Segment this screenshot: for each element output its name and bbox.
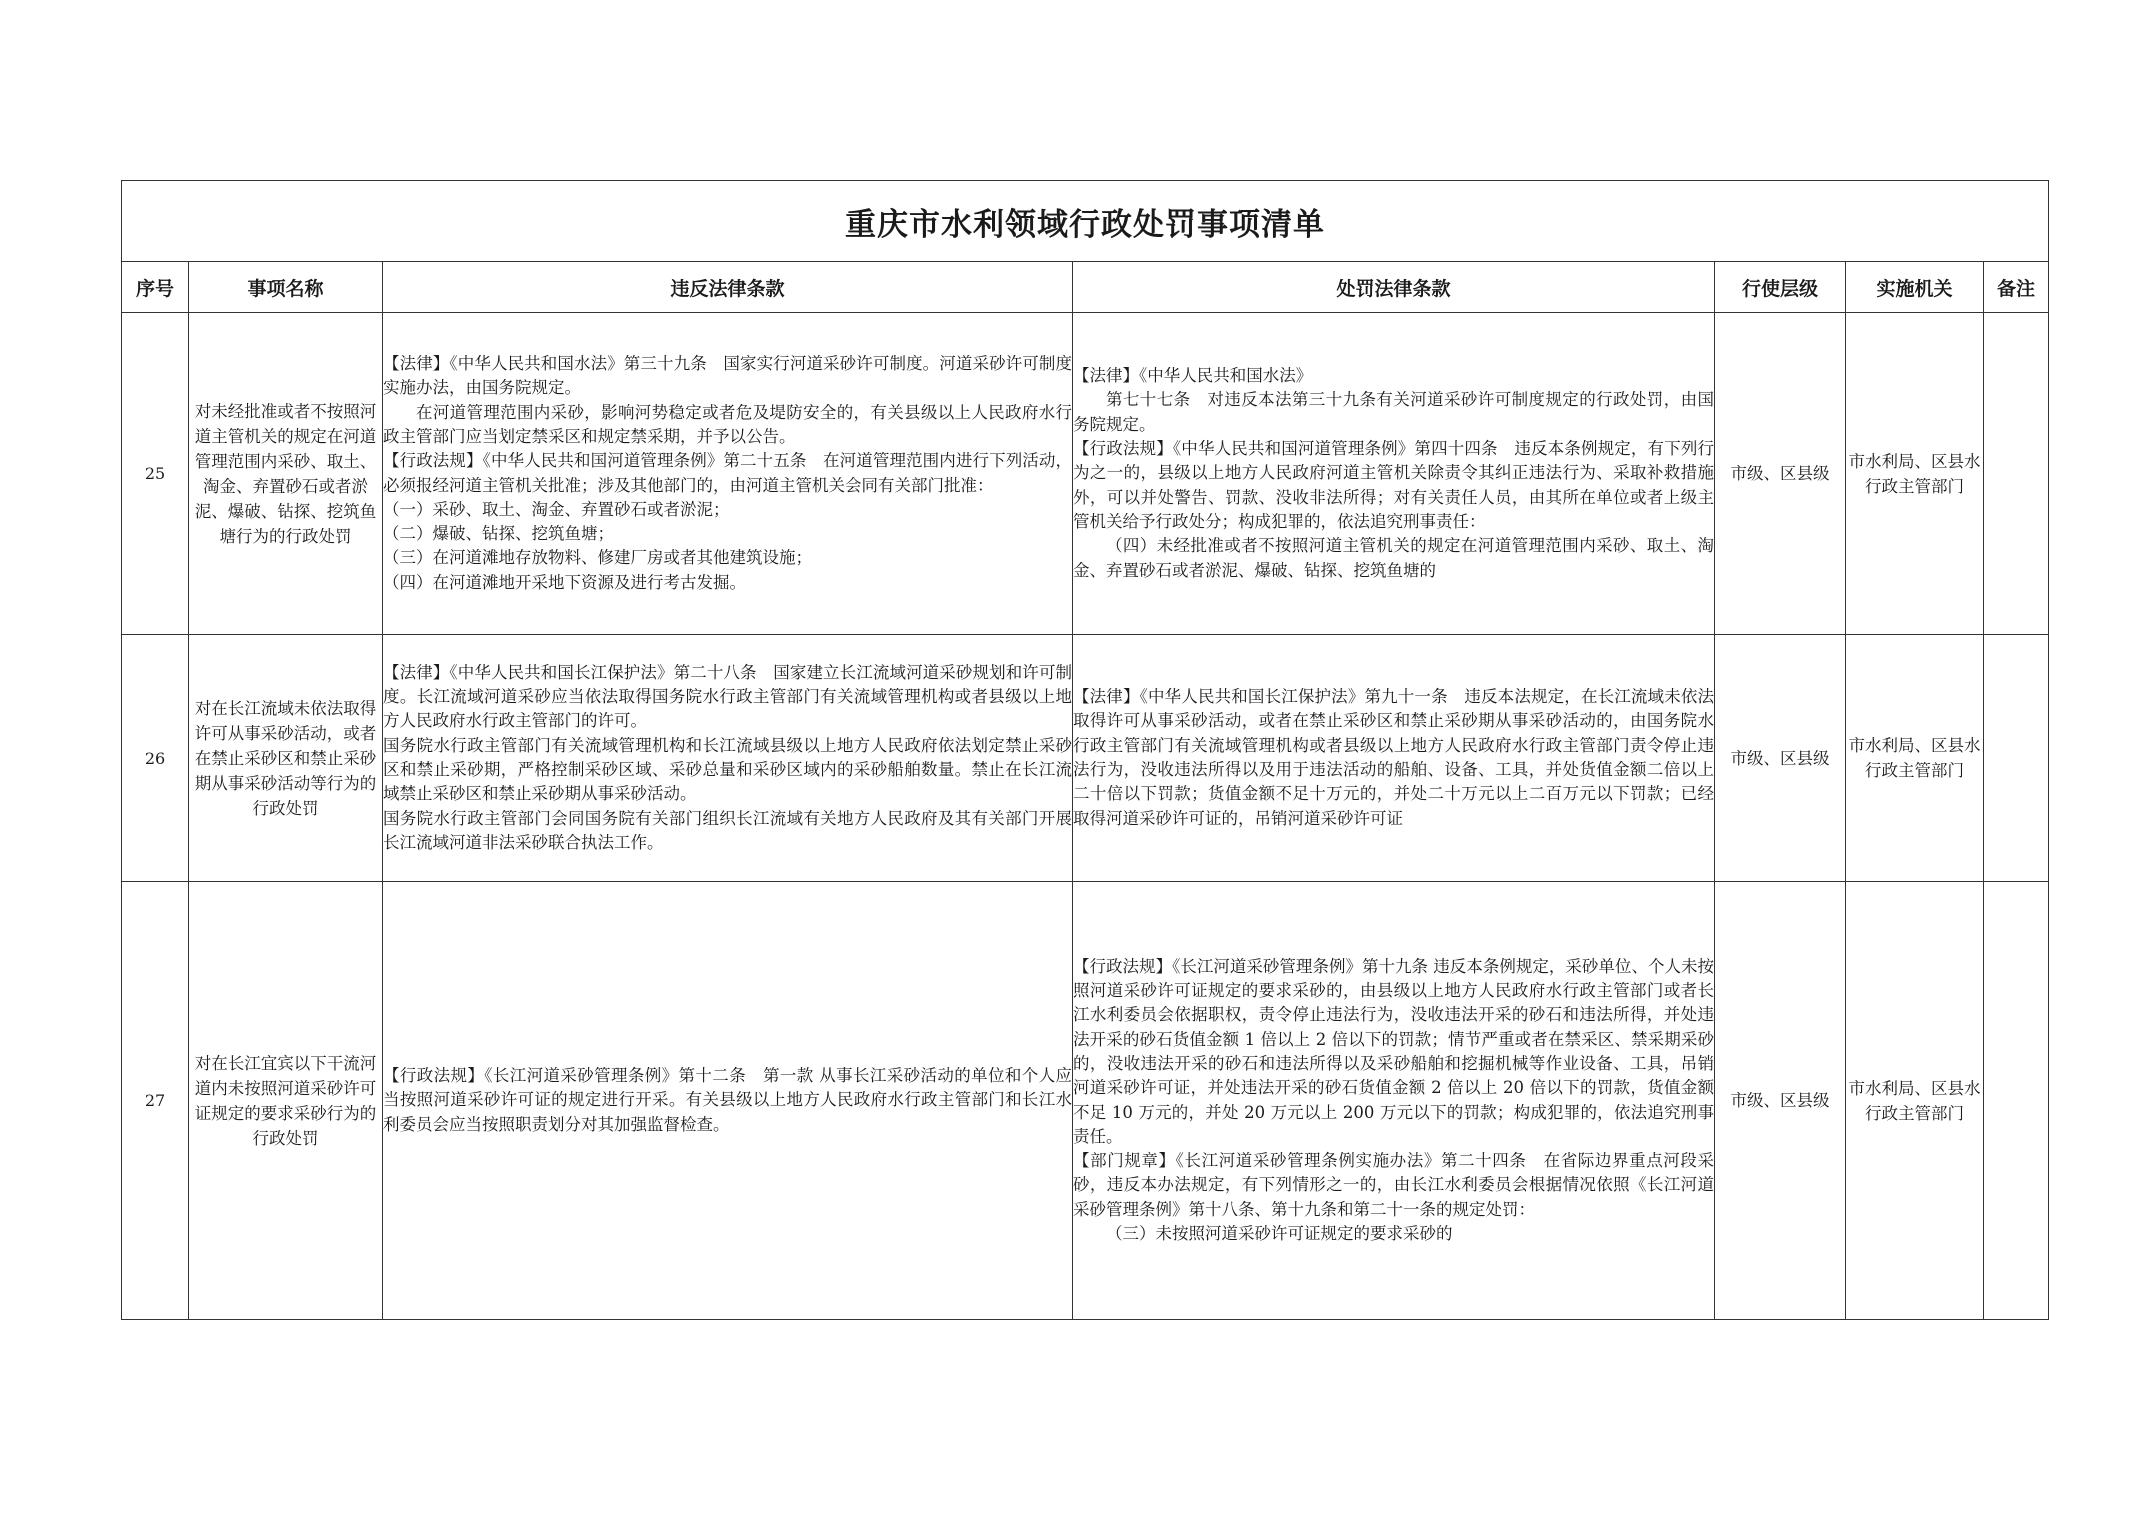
clause-paragraph: 【行政法规】《中华人民共和国河道管理条例》第二十五条 在河道管理范围内进行下列活动，必须报经河道主管机关批准；涉及其他部门的，由河道主管机关会同有关部门批准：: [383, 451, 1072, 495]
header-row: [122, 262, 2049, 313]
header-level: 行使层级: [1715, 262, 1846, 313]
row-remark: [1984, 635, 2049, 882]
row-seq: 25: [122, 313, 189, 635]
row-violation-clauses: [383, 313, 1073, 635]
row-seq: 26: [122, 635, 189, 882]
clause-paragraph: 【行政法规】《中华人民共和国河道管理条例》第四十四条 违反本条例规定，有下列行为之一的，县级以上地方人民政府河道主管机关除责令其纠正违法行为、采取补救措施外，可以并处警告、罚款、没收非法所得；对有关责任人员，由其所在单位或者上级主管机关给予行政处分；构成犯罪的，依法追究刑事责任：: [1073, 439, 1714, 531]
row-penalty-clauses: [1073, 313, 1715, 635]
clause-paragraph: 【行政法规】《长江河道采砂管理条例》第十二条 第一款 从事长江采砂活动的单位和个人应当按照河道采砂许可证的规定进行开采。有关县级以上地方人民政府水行政主管部门和长江水利委员会应当按照职责划分对其加强监督检查。: [383, 1066, 1072, 1134]
table-row: [122, 635, 2049, 882]
row-agency: 市水利局、区县水行政主管部门: [1846, 313, 1984, 635]
clause-paragraph: 国务院水行政主管部门会同国务院有关部门组织长江流域有关地方人民政府及其有关部门开展长江流域河道非法采砂联合执法工作。: [383, 808, 1072, 852]
table-row: [122, 313, 2049, 635]
clause-paragraph: 【行政法规】《长江河道采砂管理条例》第十九条 违反本条例规定，采砂单位、个人未按照河道采砂许可证规定的要求采砂的，由县级以上地方人民政府水行政主管部门或者长江水利委员会依据职权，责令停止违法行为，没收违法开采的砂石和违法所得，并处违法开采的砂石货值金额 1 倍以上 2 倍以下的罚款；情节严重或者在禁采区、禁采期采砂的，没收违法开采的砂石和违法所得以及采砂船舶和挖掘机械等作业设备、工具，吊销河道采砂许可证，并处违法开采的砂石货值金额 2 倍以上 20 倍以下的罚款，货值金额不足 10 万元的，并处 20 万元以上 200 万元以下的罚款；构成犯罪的，依法追究刑事责任。: [1073, 956, 1714, 1146]
clause-paragraph: （三）未按照河道采砂许可证规定的要求采砂的: [1106, 1223, 1453, 1243]
row-violation-clauses: [383, 882, 1073, 1320]
header-agency: 实施机关: [1846, 262, 1984, 313]
row-penalty-clauses: [1073, 635, 1715, 882]
row-level: 市级、区县级: [1715, 635, 1846, 882]
clause-paragraph: 国务院水行政主管部门有关流域管理机构和长江流域县级以上地方人民政府依法划定禁止采砂区和禁止采砂期，严格控制采砂区域、采砂总量和采砂区域内的采砂船舶数量。禁止在长江流域禁止采砂区和禁止采砂期从事采砂活动。: [383, 735, 1072, 804]
clause-paragraph: 【法律】《中华人民共和国水法》第三十九条 国家实行河道采砂许可制度。河道采砂许可制度实施办法，由国务院规定。: [383, 354, 1072, 398]
row-level: 市级、区县级: [1715, 313, 1846, 635]
row-item-name: 对未经批准或者不按照河道主管机关的规定在河道管理范围内采砂、取土、淘金、弃置砂石或者淤泥、爆破、钻探、挖筑鱼塘行为的行政处罚: [189, 313, 383, 635]
clause-paragraph: 在河道管理范围内采砂，影响河势稳定或者危及堤防安全的，有关县级以上人民政府水行政主管部门应当划定禁采区和规定禁采期，并予以公告。: [383, 402, 1072, 446]
page-title: 重庆市水利领域行政处罚事项清单: [122, 181, 2049, 262]
row-item-name: 对在长江宜宾以下干流河道内未按照河道采砂许可证规定的要求采砂行为的行政处罚: [189, 882, 383, 1320]
row-agency: 市水利局、区县水行政主管部门: [1846, 882, 1984, 1320]
row-violation-clauses: [383, 635, 1073, 882]
clause-paragraph: （四）未经批准或者不按照河道主管机关的规定在河道管理范围内采砂、取土、淘金、弃置砂石或者淤泥、爆破、钻探、挖筑鱼塘的: [1073, 536, 1714, 580]
header-name: 事项名称: [189, 262, 383, 313]
clause-paragraph: 【法律】《中华人民共和国水法》: [1073, 366, 1313, 386]
clause-paragraph: 【法律】《中华人民共和国长江保护法》第二十八条 国家建立长江流域河道采砂规划和许可制度。长江流域河道采砂应当依法取得国务院水行政主管部门有关流域管理机构或者县级以上地方人民政府水行政主管部门的许可。: [383, 662, 1072, 731]
row-level: 市级、区县级: [1715, 882, 1846, 1320]
row-remark: [1984, 313, 2049, 635]
clause-paragraph: 【部门规章】《长江河道采砂管理条例实施办法》第二十四条 在省际边界重点河段采砂，违反本办法规定，有下列情形之一的，由长江水利委员会根据情况依照《长江河道采砂管理条例》第十八条、第十九条和第二十一条的规定处罚：: [1073, 1151, 1714, 1219]
clause-paragraph: （三）在河道滩地存放物料、修建厂房或者其他建筑设施；: [383, 548, 812, 568]
table-row: [122, 882, 2049, 1320]
header-seq: 序号: [122, 262, 189, 313]
header-penalty: 处罚法律条款: [1073, 262, 1715, 313]
clause-paragraph: 【法律】《中华人民共和国长江保护法》第九十一条 违反本法规定，在长江流域未依法取得许可从事采砂活动，或者在禁止采砂区和禁止采砂期从事采砂活动的，由国务院水行政主管部门有关流域管理机构或者县级以上地方人民政府水行政主管部门责令停止违法行为，没收违法所得以及用于违法活动的船舶、设备、工具，并处货值金额二倍以上二十倍以下罚款；货值金额不足十万元的，并处二十万元以上二百万元以下罚款；已经取得河道采砂许可证的，吊销河道采砂许可证: [1073, 687, 1714, 828]
clause-paragraph: 第七十七条 对违反本法第三十九条有关河道采砂许可制度规定的行政处罚，由国务院规定。: [1073, 390, 1714, 434]
penalty-list-table: [121, 180, 2049, 1320]
row-penalty-clauses: [1073, 882, 1715, 1320]
row-agency: 市水利局、区县水行政主管部门: [1846, 635, 1984, 882]
row-remark: [1984, 882, 2049, 1320]
header-violation: 违反法律条款: [383, 262, 1073, 313]
header-remark: 备注: [1984, 262, 2049, 313]
clause-paragraph: （一）采砂、取土、淘金、弃置砂石或者淤泥；: [383, 499, 730, 519]
clause-paragraph: （二）爆破、钻探、挖筑鱼塘；: [383, 524, 614, 544]
row-item-name: 对在长江流域未依法取得许可从事采砂活动，或者在禁止采砂区和禁止采砂期从事采砂活动等行为的行政处罚: [189, 635, 383, 882]
row-seq: 27: [122, 882, 189, 1320]
clause-paragraph: （四）在河道滩地开采地下资源及进行考古发掘。: [383, 572, 746, 592]
